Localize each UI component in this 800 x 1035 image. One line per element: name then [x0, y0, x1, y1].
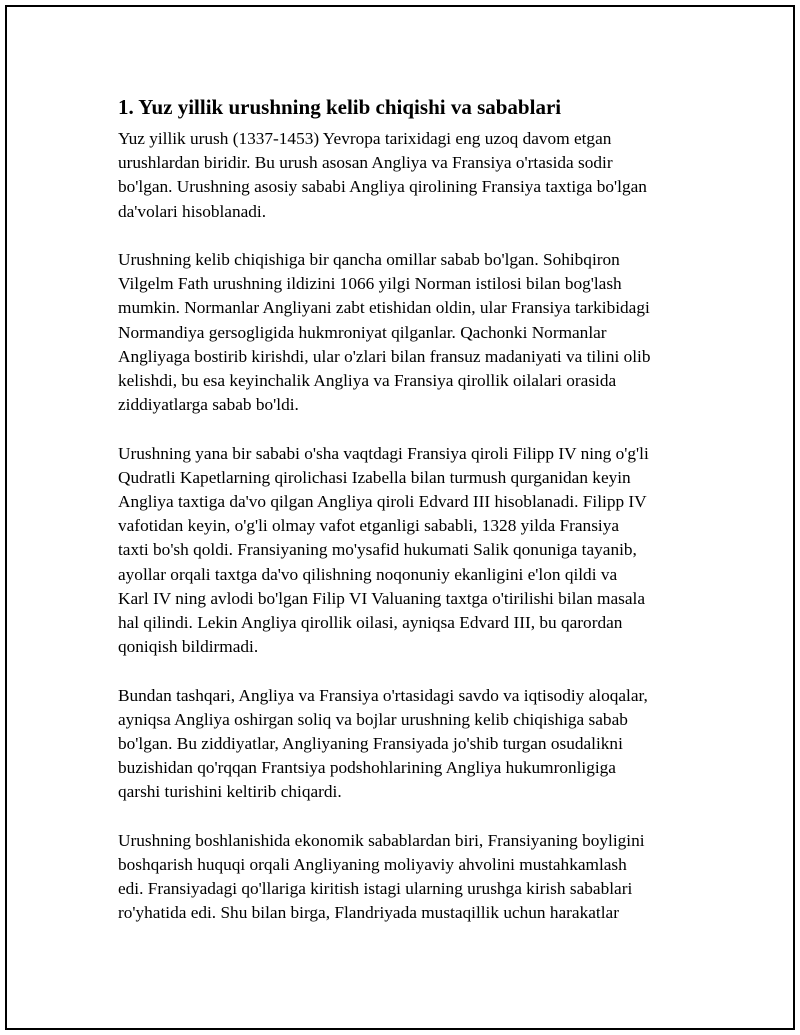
paragraph-2: Urushning kelib chiqishiga bir qancha omillar sabab bo'lgan. Sohibqiron Vilgelm Fath urushning ildizini 1066 yilgi Norman istilosi bilan bog'lash mumkin. Normanlar Angliyani zabt etishidan oldin, ular Fransiya tarkibidagi Normandiya gersogligida hukmroniyat qilganlar. Qachonki Normanlar Angliyaga bostirib kirishdi, ular o'zlari bilan fransuz madaniyati va tilini olib kelishdi, bu esa keyinchalik Angliya va Fransiya qirollik oilalari orasida ziddiyatlarga sabab bo'ldi.: [118, 250, 651, 415]
paragraph-1: Yuz yillik urush (1337-1453) Yevropa tarixidagi eng uzoq davom etgan urushlardan biridir. Bu urush asosan Angliya va Fransiya o'rtasida sodir bo'lgan. Urushning asosiy sababi Angliya qirolining Fransiya taxtiga bo'lgan da'volari hisoblanadi.: [118, 129, 647, 221]
paragraph-5: Urushning boshlanishida ekonomik sabablardan biri, Fransiyaning boyligini boshqarish huquqi orqali Angliyaning moliyaviy ahvolini mustahkamlash edi. Fransiyadagi qo'llariga kiritish istagi ularning urushga kirish sabablari ro'yhatida edi. Shu bilan birga, Flandriyada mustaqillik uchun harakatlar: [118, 830, 645, 923]
section-heading: 1. Yuz yillik urushning kelib chiqishi va sabablari: [118, 95, 562, 119]
paragraph-4: Bundan tashqari, Angliya va Fransiya o'rtasidagi savdo va iqtisodiy aloqalar, ayniqsa Angliya oshirgan soliq va bojlar urushning kelib chiqishiga sabab bo'lgan. Bu ziddiyatlar, Angliyaning Fransiyada jo'shib turgan osudalikni buzishidan qo'rqqan Frantsiya podshohlarining Angliya hukumronligiga qarshi turishini keltirib chiqardi.: [118, 685, 648, 802]
document-body: [118, 93, 693, 950]
paragraph-3: Urushning yana bir sababi o'sha vaqtdagi Fransiya qiroli Filipp IV ning o'g'li Qudratli Kapetlarning qirolichasi Izabella bilan turmush qurganidan keyin Angliya taxtiga da'vo qilgan Angliya qiroli Edvard III hisoblanadi. Filipp IV vafotidan keyin, o'g'li olmay vafot etganligi sababli, 1328 yilda Fransiya taxti bo'sh qoldi. Fransiyaning mo'ysafid hukumati Salik qonuniga tayanib, ayollar orqali taxtga da'vo qilishning noqonuniy ekanligini e'lon qildi va Karl IV ning avlodi bo'lgan Filip VI Valuaning taxtga o'tirilishi bilan masala hal qilindi. Lekin Angliya qirollik oilasi, ayniqsa Edvard III, bu qarordan qoniqish bildirmadi.: [118, 443, 649, 657]
